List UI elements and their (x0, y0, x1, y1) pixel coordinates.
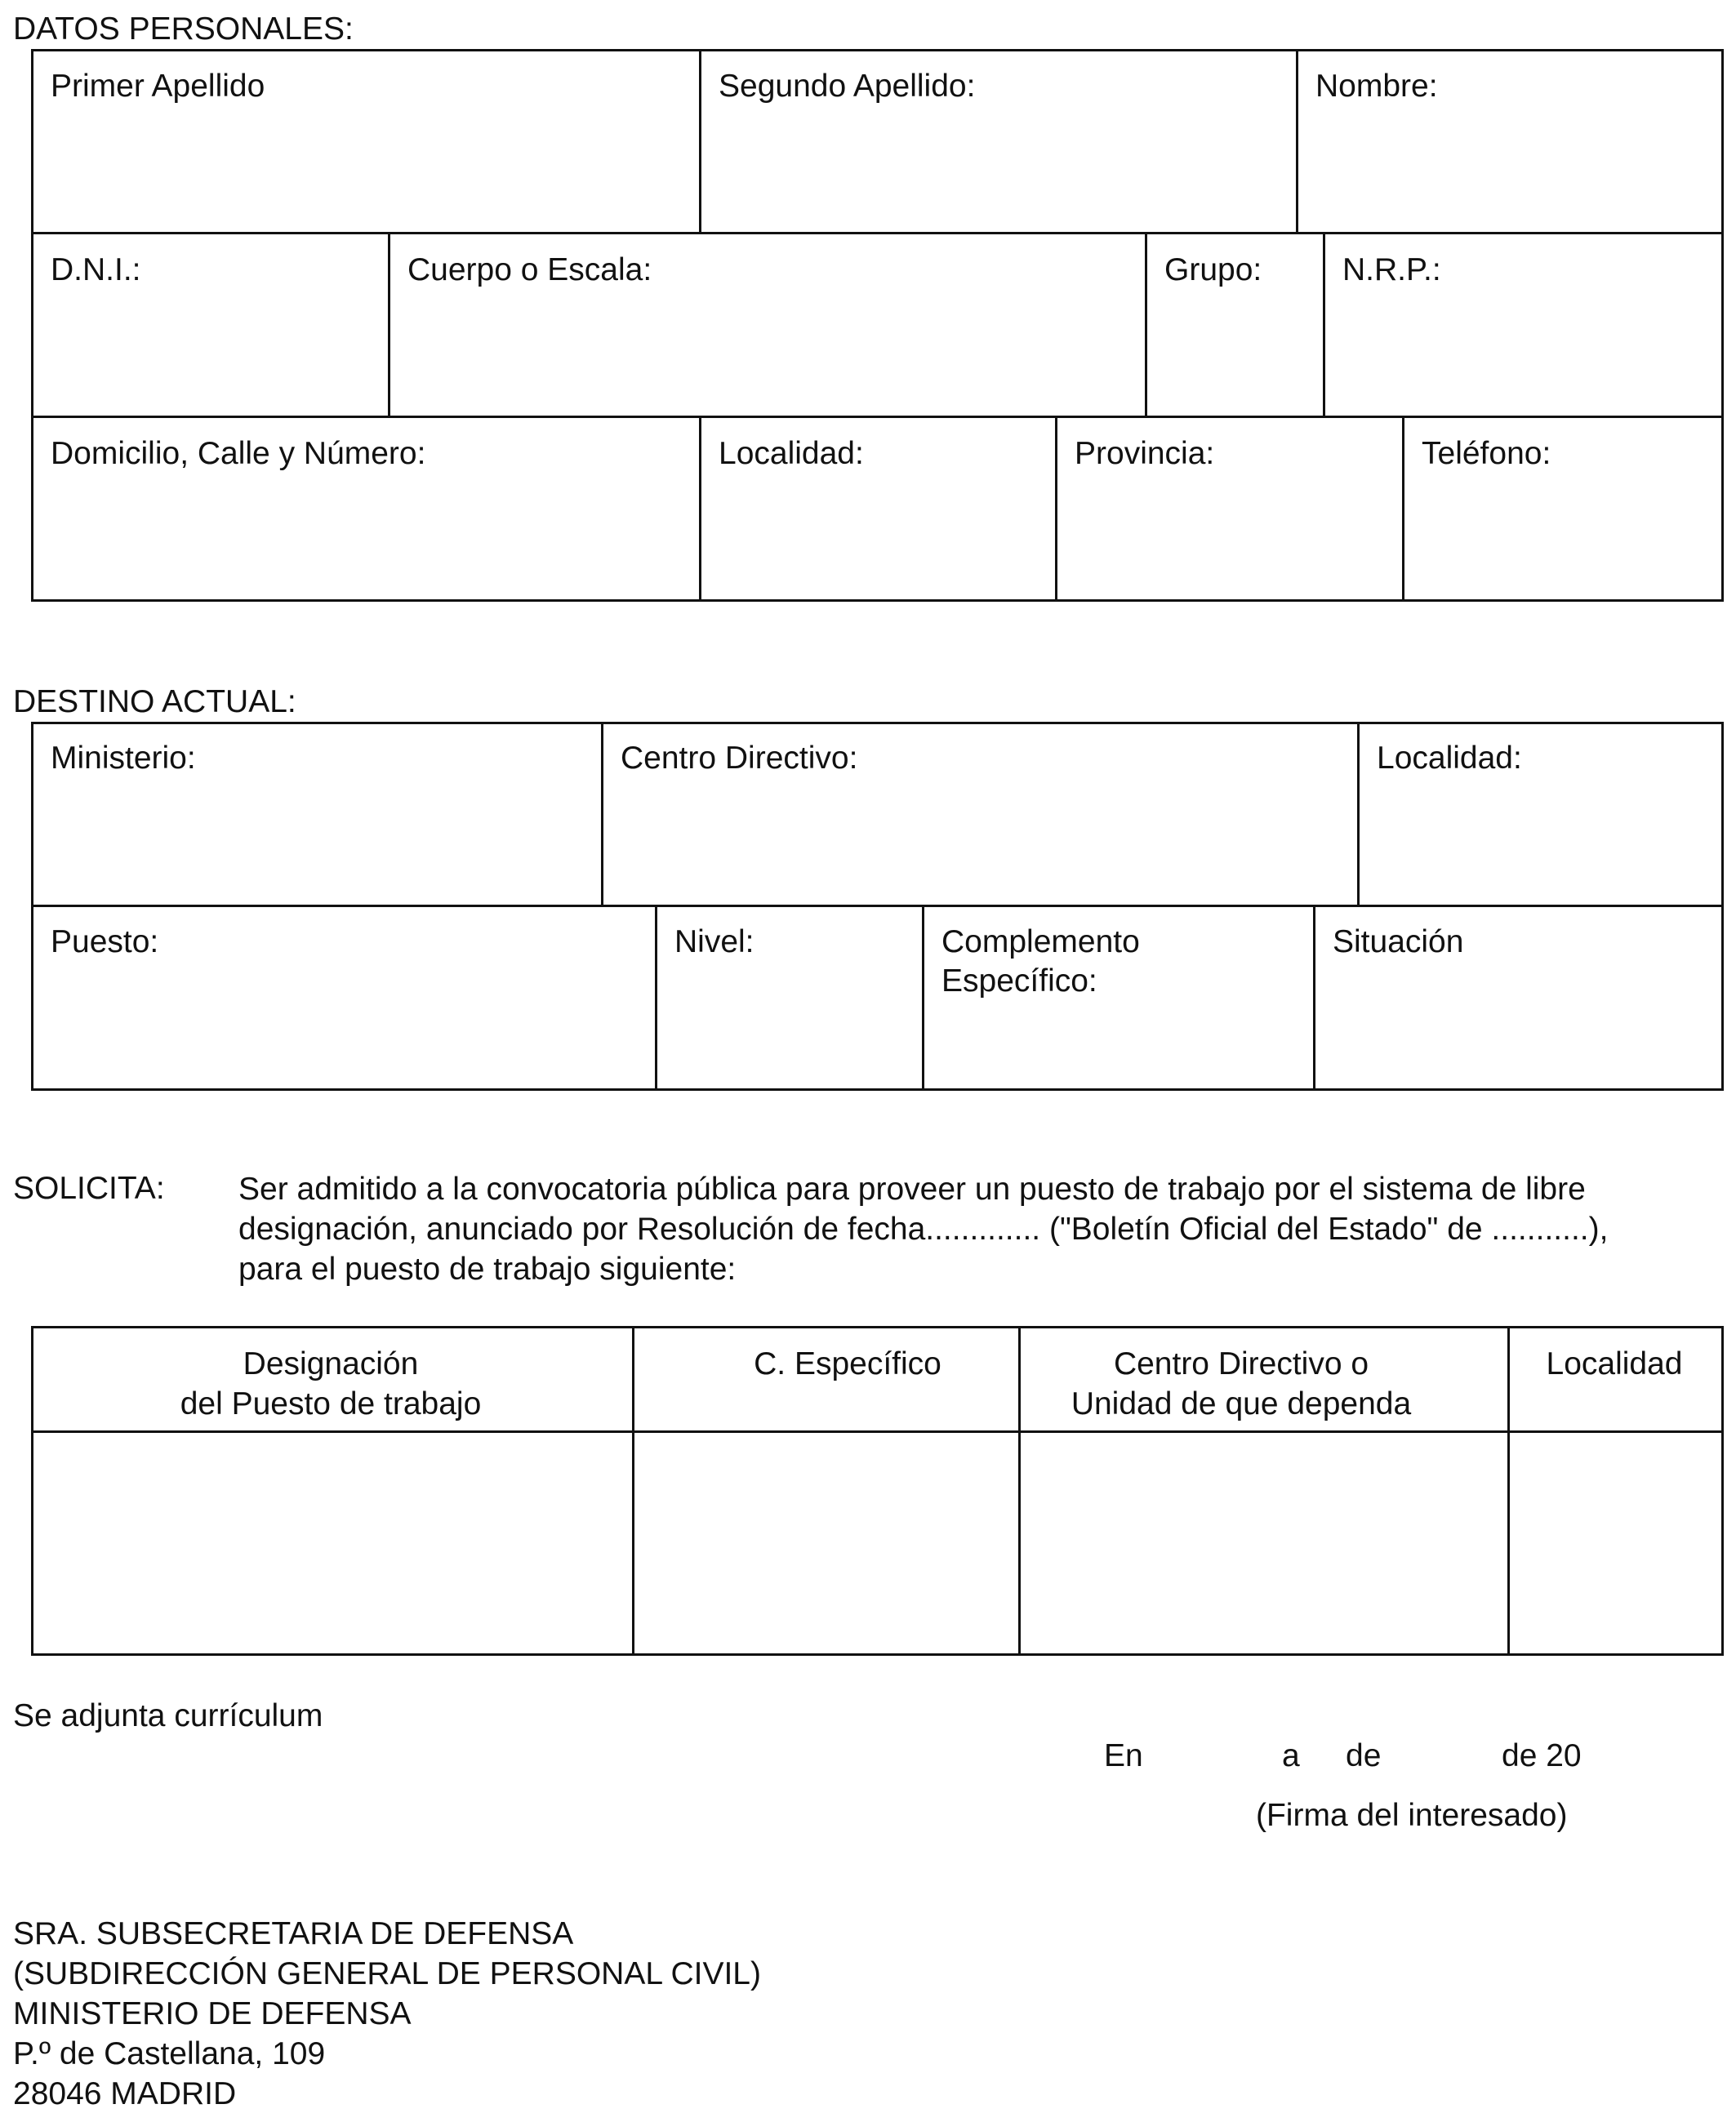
cell-divider (1357, 722, 1360, 905)
field-segundo-apellido[interactable]: Segundo Apellido: (719, 69, 976, 104)
field-telefono[interactable]: Teléfono: (1422, 436, 1551, 471)
field-primer-apellido[interactable]: Primer Apellido (51, 69, 265, 104)
fecha-de: de (1346, 1738, 1382, 1773)
cell-divider (601, 722, 603, 905)
field-domicilio[interactable]: Domicilio, Calle y Número: (51, 436, 426, 471)
row-divider (31, 905, 1724, 907)
header-divider (31, 1430, 1724, 1433)
section-title-datos-personales: DATOS PERSONALES: (13, 11, 354, 47)
input-centro-directivo-unidad[interactable] (1023, 1435, 1504, 1653)
field-destino-localidad[interactable]: Localidad: (1377, 741, 1522, 776)
cell-divider (699, 49, 701, 233)
section-title-destino-actual: DESTINO ACTUAL: (13, 684, 296, 719)
address-line: 28046 MADRID (13, 2076, 237, 2111)
column-header-localidad: Localidad (1546, 1346, 1683, 1381)
cell-divider (1402, 416, 1404, 602)
column-divider (1507, 1326, 1510, 1656)
address-line: SRA. SUBSECRETARIA DE DEFENSA (13, 1916, 574, 1951)
column-divider (632, 1326, 634, 1656)
cell-divider (1323, 232, 1325, 416)
adjunta-curriculum: Se adjunta currículum (13, 1698, 323, 1733)
row-divider (31, 416, 1724, 418)
solicita-label: SOLICITA: (13, 1171, 165, 1206)
cell-divider (655, 905, 657, 1091)
cell-divider (388, 232, 390, 416)
cell-divider (922, 905, 924, 1091)
address-line: P.º de Castellana, 109 (13, 2036, 326, 2071)
row-divider (31, 232, 1724, 234)
datos-personales-table (31, 49, 1724, 602)
field-nombre[interactable]: Nombre: (1315, 69, 1438, 104)
field-nivel[interactable]: Nivel: (674, 924, 754, 959)
input-localidad-puesto[interactable] (1512, 1435, 1720, 1653)
field-situacion[interactable]: Situación (1333, 924, 1464, 959)
field-puesto[interactable]: Puesto: (51, 924, 159, 959)
field-centro-directivo[interactable]: Centro Directivo: (621, 741, 858, 776)
cell-divider (699, 416, 701, 602)
input-designacion-puesto[interactable] (36, 1435, 629, 1653)
cell-divider (1313, 905, 1315, 1091)
fecha-a: a (1282, 1738, 1300, 1773)
column-header-centro-directivo: Centro Directivo o Unidad de que dependa (1071, 1346, 1412, 1421)
solicita-text: Ser admitido a la convocatoria pública para proveer un puesto de trabajo por el sistema de libre designación, anunciado por Resolución de fecha............. ("Boletín Oficial del Estado" de ...........), para el puesto de trabajo siguiente: (238, 1172, 1609, 1287)
cell-divider (1145, 232, 1147, 416)
fecha-en: En (1104, 1738, 1143, 1773)
cell-divider (1296, 49, 1298, 233)
input-c-especifico[interactable] (637, 1435, 1015, 1653)
field-grupo[interactable]: Grupo: (1164, 252, 1262, 287)
firma-interesado: (Firma del interesado) (1256, 1798, 1568, 1833)
field-cuerpo-escala[interactable]: Cuerpo o Escala: (407, 252, 652, 287)
field-localidad[interactable]: Localidad: (719, 436, 864, 471)
address-line: (SUBDIRECCIÓN GENERAL DE PERSONAL CIVIL) (13, 1956, 761, 1991)
address-line: MINISTERIO DE DEFENSA (13, 1996, 412, 2031)
field-complemento-especifico[interactable]: Complemento Específico: (941, 924, 1140, 999)
column-header-c-especifico: C. Específico (754, 1346, 941, 1381)
field-dni[interactable]: D.N.I.: (51, 252, 141, 287)
column-header-designacion: Designación del Puesto de trabajo (180, 1346, 482, 1421)
field-ministerio[interactable]: Ministerio: (51, 741, 196, 776)
cell-divider (1055, 416, 1057, 602)
field-nrp[interactable]: N.R.P.: (1342, 252, 1441, 287)
field-provincia[interactable]: Provincia: (1075, 436, 1215, 471)
fecha-de-20: de 20 (1502, 1738, 1582, 1773)
column-divider (1018, 1326, 1021, 1656)
